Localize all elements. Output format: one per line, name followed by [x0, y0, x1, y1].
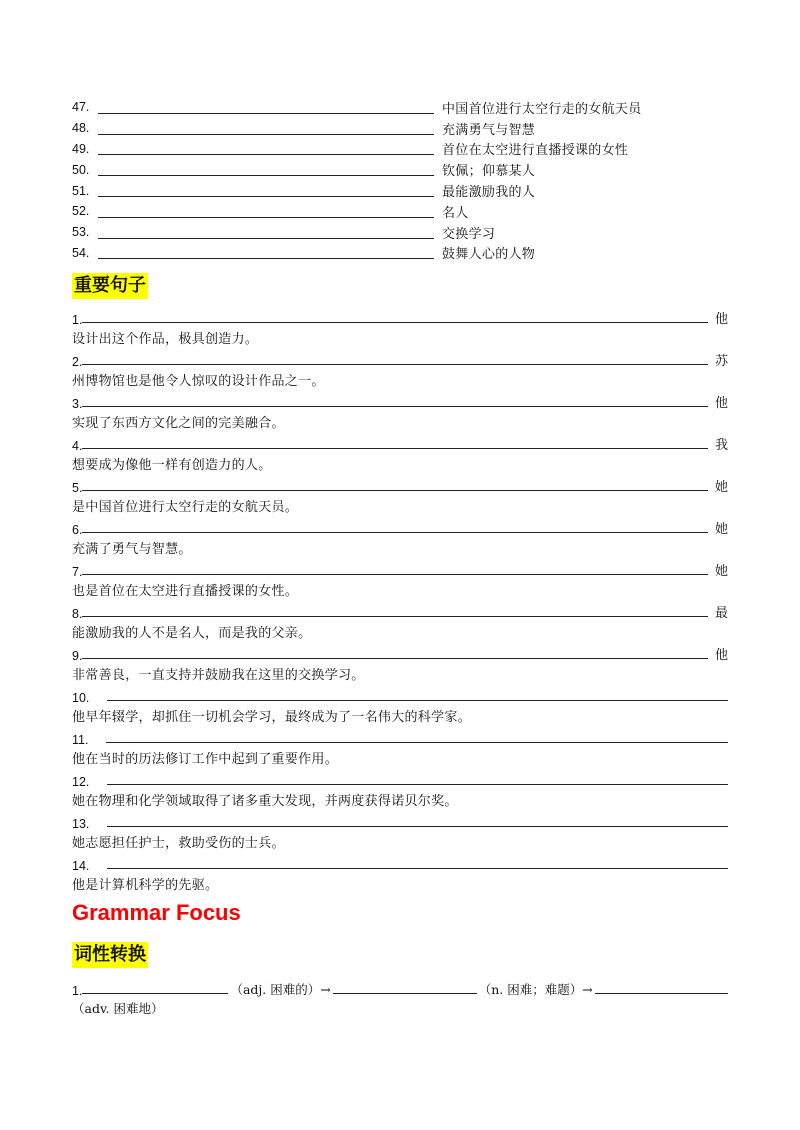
vocab-number: 54.: [72, 245, 90, 260]
sentence-answer-blank[interactable]: [107, 814, 728, 827]
sentence-answer-blank[interactable]: [107, 772, 728, 785]
sentence-number: 5.: [72, 481, 83, 495]
sentence-text-start: 他: [714, 312, 728, 327]
vocab-number: 49.: [72, 141, 90, 156]
vocab-row: [72, 222, 732, 243]
sentence-text-start: 我: [714, 438, 728, 453]
sentence-answer-blank[interactable]: [82, 436, 708, 449]
sentence-item: [72, 433, 728, 475]
sentence-text-rest: 州博物馆也是他令人惊叹的设计作品之一。: [72, 374, 325, 389]
sentence-answer-blank[interactable]: [106, 730, 728, 743]
sentence-number: 13.: [72, 817, 90, 831]
sentence-item: [72, 727, 728, 769]
vocab-answer-blank[interactable]: [98, 205, 434, 218]
sentence-list: [72, 307, 728, 895]
sentence-answer-blank[interactable]: [82, 520, 708, 533]
sentence-answer-blank[interactable]: [82, 478, 708, 491]
grammar-item-number: 1.: [72, 984, 83, 998]
vocab-row: [72, 97, 732, 118]
vocab-list: [72, 97, 732, 263]
grammar-hint-noun: （n. 困难；难题）→: [478, 982, 593, 997]
sentence-answer-blank[interactable]: [82, 646, 708, 659]
sentence-number: 14.: [72, 859, 90, 873]
vocab-number: 53.: [72, 225, 90, 240]
vocab-number: 51.: [72, 183, 90, 198]
vocab-row: [72, 139, 732, 160]
vocab-number: 52.: [72, 204, 90, 219]
vocab-meaning: 充满勇气与智慧: [442, 122, 536, 138]
vocab-answer-blank[interactable]: [98, 226, 434, 239]
vocab-number: 50.: [72, 162, 90, 177]
sentence-item: [72, 601, 728, 643]
sentence-text-rest: 想要成为像他一样有创造力的人。: [72, 458, 272, 473]
sentence-item: [72, 685, 728, 727]
word-form-blank-adv[interactable]: [595, 981, 728, 994]
vocab-row: [72, 118, 732, 139]
vocab-meaning: 最能激励我的人: [442, 185, 536, 201]
sentence-answer-blank[interactable]: [82, 310, 708, 323]
vocab-meaning: 鼓舞人心的人物: [442, 247, 536, 263]
sentence-text-start: 最: [714, 606, 728, 621]
sentence-item: [72, 769, 728, 811]
sentence-text-rest: 她在物理和化学领域取得了诸多重大发现，并两度获得诺贝尔奖。: [72, 794, 458, 809]
vocab-meaning: 首位在太空进行直播授课的女性: [442, 143, 629, 159]
word-form-blank-adj[interactable]: [82, 981, 228, 994]
vocab-meaning: 钦佩；仰慕某人: [442, 164, 536, 180]
sentence-text-rest: 是中国首位进行太空行走的女航天员。: [72, 500, 299, 515]
vocab-answer-blank[interactable]: [98, 163, 434, 176]
vocab-number: 48.: [72, 121, 90, 136]
sentence-number: 2.: [72, 355, 83, 369]
sentence-number: 1.: [72, 313, 83, 327]
sentences-heading: 重要句子: [72, 273, 148, 299]
sentence-answer-blank[interactable]: [82, 394, 708, 407]
vocab-row: [72, 201, 732, 222]
sentence-text-start: 他: [714, 648, 728, 663]
sentence-item: [72, 307, 728, 349]
sentence-item: [72, 853, 728, 895]
sentence-text-start: 她: [714, 564, 728, 579]
sentence-text-rest: 也是首位在太空进行直播授课的女性。: [72, 584, 299, 599]
vocab-answer-blank[interactable]: [98, 122, 434, 135]
vocab-number: 47.: [72, 100, 90, 115]
vocab-answer-blank[interactable]: [98, 101, 434, 114]
sentence-text-start: 他: [714, 396, 728, 411]
vocab-meaning: 交换学习: [442, 226, 496, 242]
sentence-text-rest: 设计出这个作品，极具创造力。: [72, 332, 259, 347]
sentence-item: [72, 811, 728, 853]
vocab-meaning: 名人: [442, 205, 469, 221]
sentence-number: 4.: [72, 439, 83, 453]
sentence-item: [72, 349, 728, 391]
sentence-number: 9.: [72, 649, 83, 663]
sentence-item: [72, 391, 728, 433]
sentence-number: 10.: [72, 691, 90, 705]
sentence-text-rest: 充满了勇气与智慧。: [72, 542, 192, 557]
sentence-text-rest: 她志愿担任护士，救助受伤的士兵。: [72, 836, 285, 851]
vocab-answer-blank[interactable]: [98, 246, 434, 259]
sentence-answer-blank[interactable]: [82, 352, 708, 365]
sentence-text-start: 她: [714, 480, 728, 495]
sentence-item: [72, 475, 728, 517]
sentence-text-rest: 他在当时的历法修订工作中起到了重要作用。: [72, 752, 339, 767]
word-form-blank-noun[interactable]: [333, 981, 477, 994]
sentence-text-rest: 能激励我的人不是名人，而是我的父亲。: [72, 626, 312, 641]
vocab-answer-blank[interactable]: [98, 184, 434, 197]
sentence-item: [72, 559, 728, 601]
sentence-text-start: 苏: [714, 354, 728, 369]
sentence-text-start: 她: [714, 522, 728, 537]
sentence-item: [72, 517, 728, 559]
sentence-number: 8.: [72, 607, 83, 621]
word-form-heading: 词性转换: [72, 942, 148, 968]
sentence-number: 3.: [72, 397, 83, 411]
sentence-number: 12.: [72, 775, 90, 789]
sentence-text-rest: 他是计算机科学的先驱。: [72, 878, 219, 893]
sentence-number: 6.: [72, 523, 83, 537]
sentence-number: 7.: [72, 565, 83, 579]
grammar-hint-adv: （adv. 困难地）: [72, 1001, 164, 1016]
vocab-row: [72, 159, 732, 180]
sentence-answer-blank[interactable]: [82, 604, 708, 617]
grammar-focus-title: Grammar Focus: [72, 900, 241, 925]
sentence-item: [72, 643, 728, 685]
sentence-text-rest: 实现了东西方文化之间的完美融合。: [72, 416, 285, 431]
sentence-number: 11.: [72, 733, 89, 747]
sentence-text-rest: 他早年辍学，却抓住一切机会学习，最终成为了一名伟大的科学家。: [72, 710, 472, 725]
vocab-answer-blank[interactable]: [98, 142, 434, 155]
sentence-answer-blank[interactable]: [107, 856, 728, 869]
vocab-meaning: 中国首位进行太空行走的女航天员: [442, 101, 642, 117]
grammar-item: [72, 978, 728, 998]
sentence-text-rest: 非常善良，一直支持并鼓励我在这里的交换学习。: [72, 668, 365, 683]
sentence-answer-blank[interactable]: [82, 562, 708, 575]
vocab-row: [72, 243, 732, 264]
vocab-row: [72, 180, 732, 201]
grammar-hint-adj: （adj. 困难的）→: [230, 982, 331, 997]
sentence-answer-blank[interactable]: [107, 688, 728, 701]
